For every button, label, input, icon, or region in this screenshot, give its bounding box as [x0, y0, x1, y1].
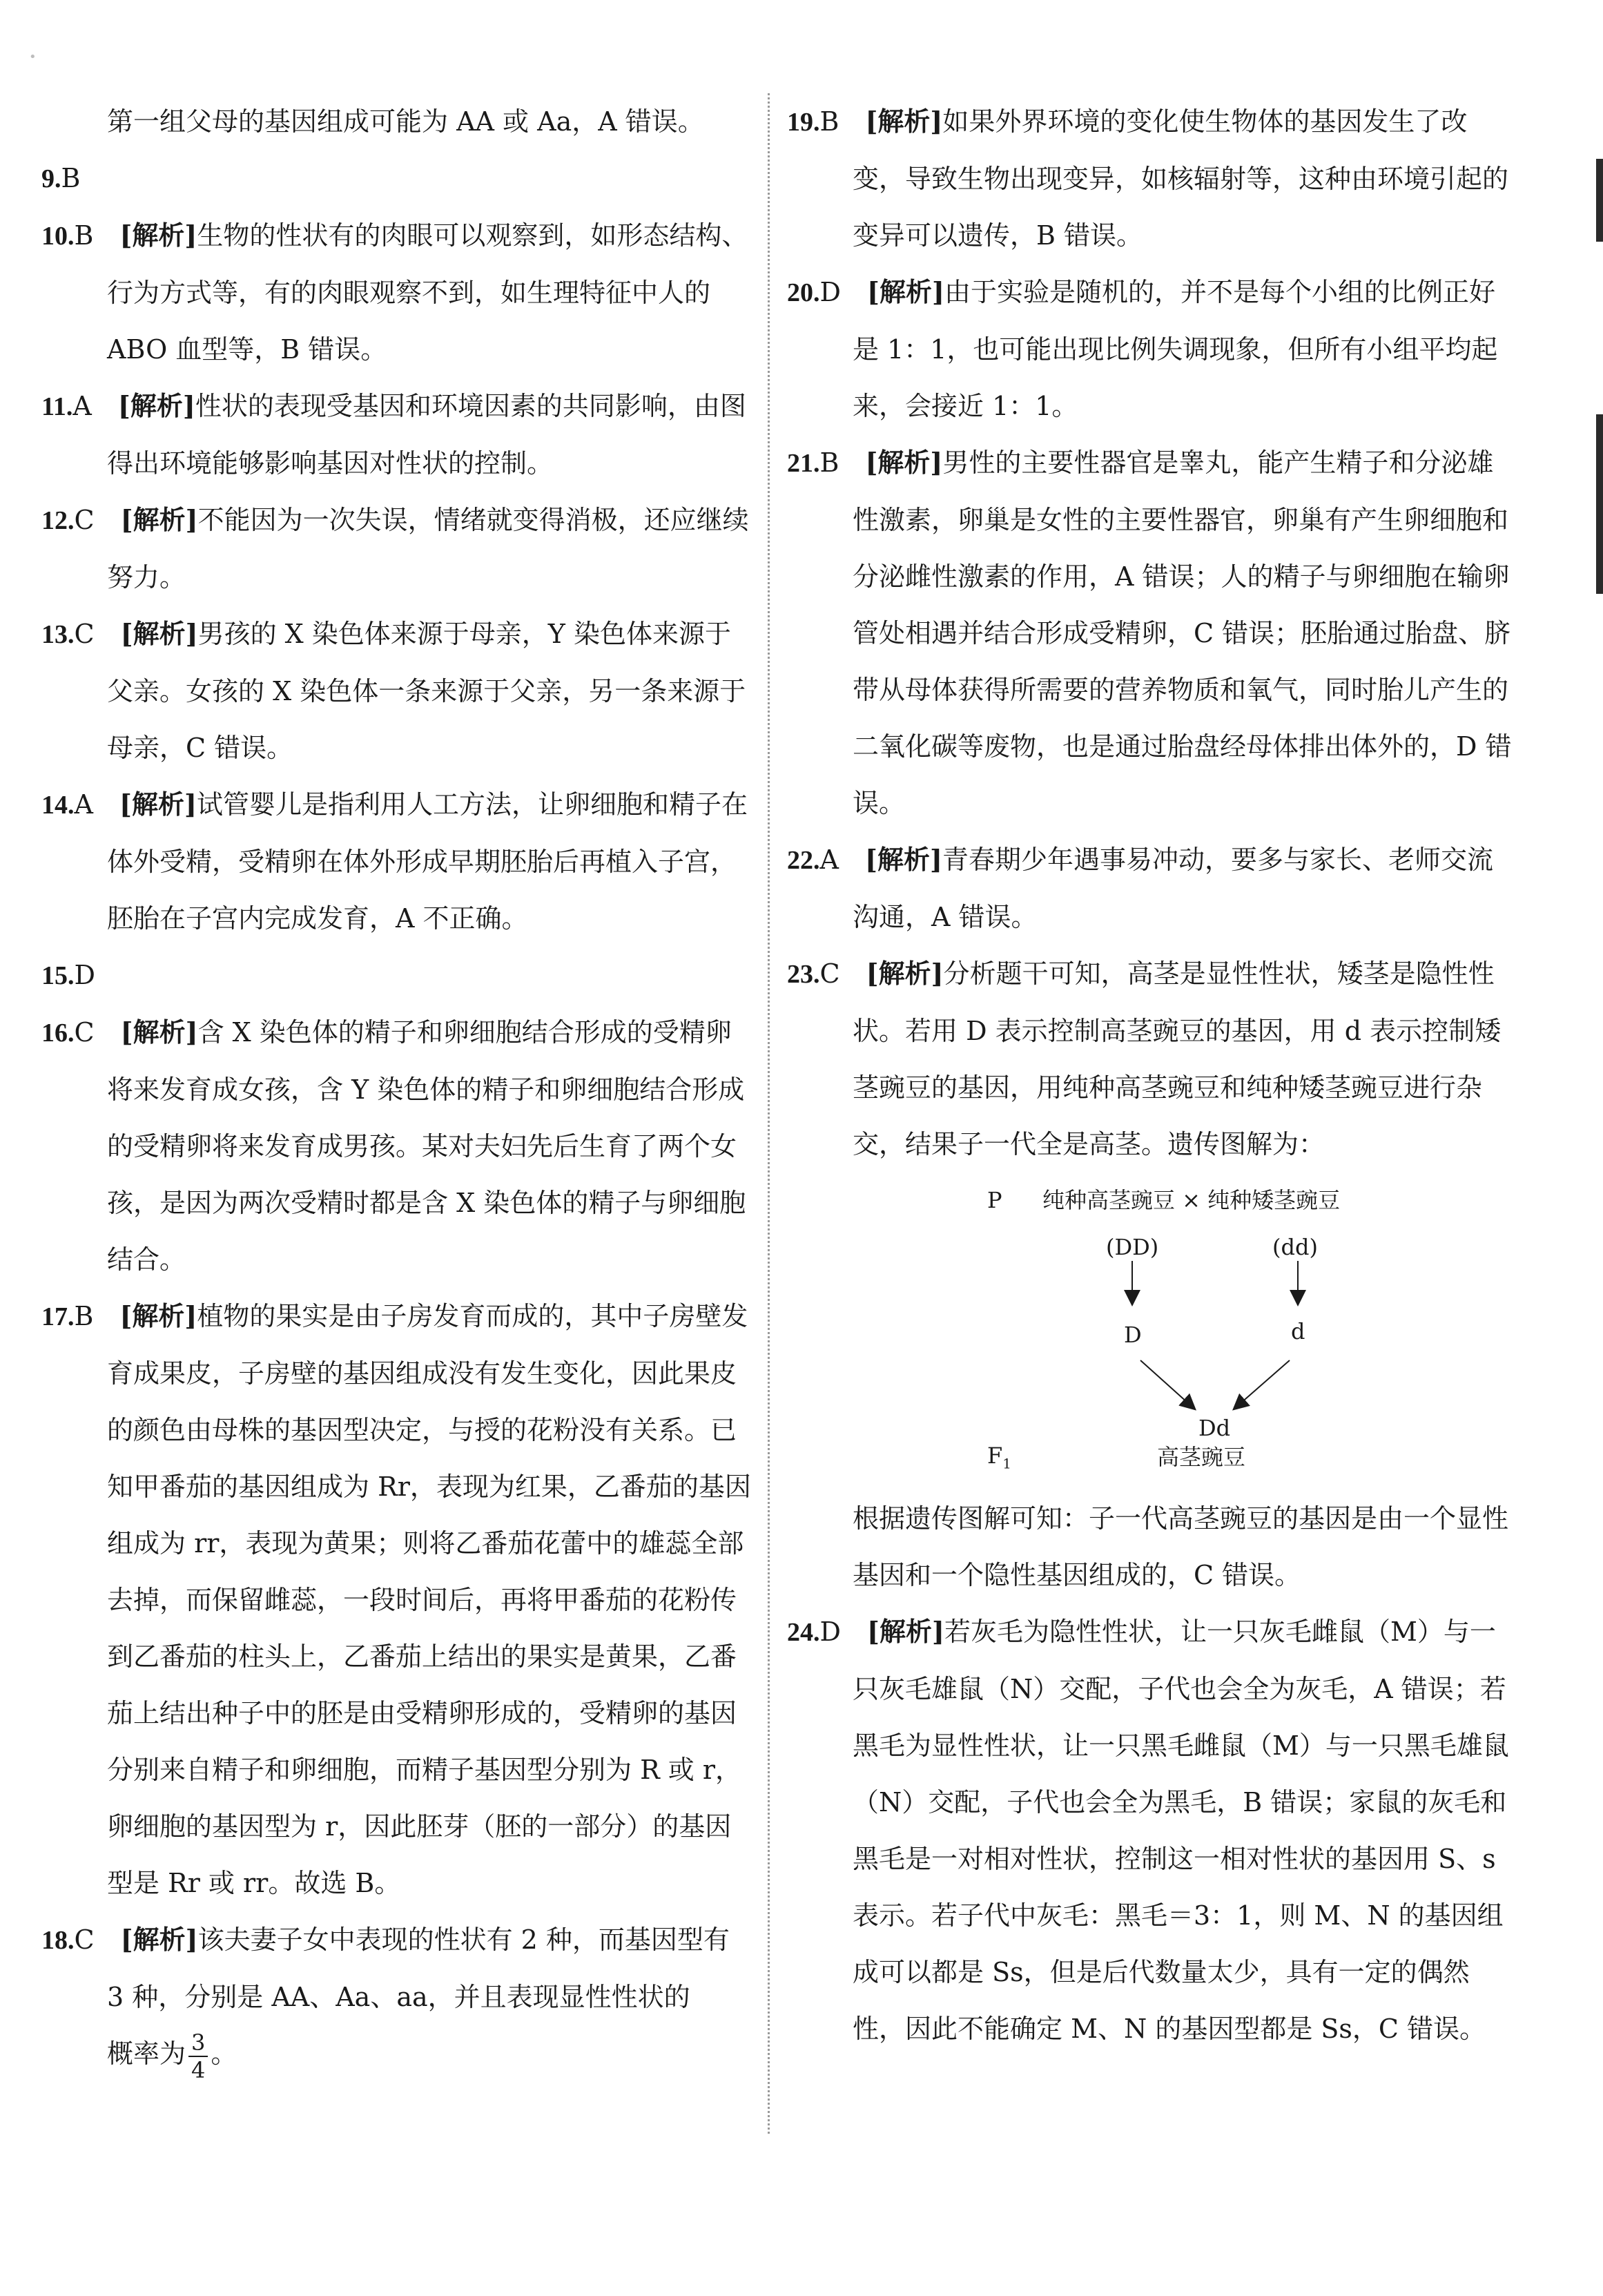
arrow-d-to-dd [1140, 1360, 1194, 1409]
genetic-cross-diagram [787, 1179, 1515, 1476]
offspring-genotype: Dd [1198, 1415, 1231, 1441]
answer-item-13: 13.C [解析]男孩的 X 染色体来源于母亲，Y 染色体来源于父亲。女孩的 X 染色体一条来源于父亲，另一条来源于母亲，C 错误。 [41, 618, 746, 763]
offspring-phenotype: 高茎豌豆 [1157, 1444, 1246, 1470]
answer-item-17: 17.B [解析]植物的果实是由子房发育而成的，其中子房壁发育成果皮，子房壁的基因组成没有发生变化，因此果皮的颜色由母株的基因型决定，与授的花粉没有关系。已知甲番茄的基因组成为 Rr，表现为红果，乙番茄的基因组成为 rr，表现为黄果；则将乙番茄花蕾中的雄蕊全部去掉，而保留雌蕊，一段时间后，再将甲番茄的花粉传到乙番茄的柱头上，乙番茄上结出的果实是黄果，乙番茄上结出种子中的胚是由受精卵形成的，受精卵的基因分别来自精子和卵细胞，而精子基因型分别为 R 或 r，卵细胞的基因型为 r，因此胚芽（胚的一部分）的基因型是 Rr 或 rr。故选 B。 [41, 1300, 751, 1898]
answer-item-18-probability: 概率为 $\frac{3}{4}$ 。 [107, 2029, 237, 2083]
fraction: $\frac{3}{4}$ [188, 2029, 208, 2083]
gamete-d-upper: D [1124, 1322, 1142, 1348]
answer-item-16: 16.C [解析]含 X 染色体的精子和卵细胞结合形成的受精卵将来发育成女孩，含 Y 染色体的精子和卵细胞结合形成的受精卵将来发育成男孩。某对夫妇先后生育了两个女孩，是因为两次受精时都是含 X 染色体的精子与卵细胞结合。 [41, 1016, 746, 1275]
answer-item-23: 23.C [解析]分析题干可知，高茎是显性性状，矮茎是隐性性状。若用 D 表示控制高茎豌豆的基因，用 d 表示控制矮茎豌豆的基因，用纯种高茎豌豆和纯种矮茎豌豆进行杂交，结果子一代全是高茎。遗传图解为： [787, 958, 1502, 1159]
answer-item-18: 18.C [解析]该夫妻子女中表现的性状有 2 种，而基因型有 3 种，分别是 AA、Aa、aa，并且表现显性性状的 [41, 1924, 730, 2012]
genotype-dd-lower: (dd) [1272, 1234, 1318, 1260]
diagram-arrows [787, 1179, 1515, 1476]
answer-item-21: 21.B [解析]男性的主要性器官是睾丸，能产生精子和分泌雄性激素，卵巢是女性的主要性器官，卵巢有产生卵细胞和分泌雌性激素的作用，A 错误；人的精子与卵细胞在输卵管处相遇并结合形成受精卵，C 错误；胚胎通过胎盘、脐带从母体获得所需要的营养物质和氧气，同时胎儿产生的二氧化碳等废物，也是通过胎盘经母体排出体外的，D 错误。 [787, 447, 1512, 818]
answer-item-24: 24.D [解析]若灰毛为隐性性状，让一只灰毛雌鼠（M）与一只灰毛雄鼠（N）交配，子代也会全为灰毛，A 错误；若黑毛为显性性状，让一只黑毛雌鼠（M）与一只黑毛雄鼠（N）交配，子代也会全为黑毛，B 错误；家鼠的灰毛和黑毛是一对相对性状，控制这一相对性状的基因用 S、s 表示。若子代中灰毛：黑毛＝3：1，则 M、N 的基因组成可以都是 Ss，但是后代数量太少，具有一定的偶然性，因此不能确定 M、N 的基因型都是 Ss，C 错误。 [787, 1616, 1509, 2044]
answer-item-14: 14.A [解析]试管婴儿是指利用人工方法，让卵细胞和精子在体外受精，受精卵在体外形成早期胚胎后再植入子宫，胚胎在子宫内完成发育，A 不正确。 [41, 789, 748, 934]
right-column [787, 93, 1515, 2057]
arrow-d-lower-to-dd [1234, 1360, 1290, 1409]
answer-item-22: 22.A [解析]青春期少年遇事易冲动，要多与家长、老师交流沟通，A 错误。 [787, 844, 1493, 932]
intro-text: 第一组父母的基因组成可能为 AA 或 Aa，A 错误。 [107, 106, 704, 137]
column-divider [768, 93, 770, 2134]
genotype-dd-upper: (DD) [1106, 1234, 1159, 1260]
page-edge-shadow [1596, 159, 1603, 242]
gamete-d-lower: d [1291, 1318, 1305, 1344]
answer-item-11: 11.A [解析]性状的表现受基因和环境因素的共同影响，由图得出环境能够影响基因对性状的控制。 [41, 390, 746, 479]
left-column [41, 93, 752, 2083]
page-edge-shadow [1596, 414, 1603, 594]
answer-item-12: 12.C [解析]不能因为一次失误，情绪就变得消极，还应继续努力。 [41, 504, 749, 592]
answer-item-9: 9.B [41, 163, 81, 193]
answer-item-10: 10.B [解析]生物的性状有的肉眼可以观察到，如形态结构、行为方式等，有的肉眼观察不到，如生理特征中人的 ABO 血型等，B 错误。 [41, 220, 748, 365]
answer-item-15: 15.D [41, 960, 95, 990]
p-label: P [987, 1187, 1002, 1213]
parents-label: 纯种高茎豌豆 × 纯种矮茎豌豆 [1042, 1187, 1341, 1213]
f1-label: $F_1$ [987, 1443, 1011, 1472]
scan-mark: • [29, 50, 37, 64]
answer-item-20: 20.D [解析]由于实验是随机的，并不是每个小组的比例正好是 1：1，也可能出现比例失调现象，但所有小组平均起来，会接近 1：1。 [787, 276, 1498, 421]
answer-item-23-conclusion: 根据遗传图解可知：子一代高茎豌豆的基因是由一个显性基因和一个隐性基因组成的，C 错误。 [853, 1503, 1509, 1590]
answer-item-19: 19.B [解析]如果外界环境的变化使生物体的基因发生了改变，导致生物出现变异，如核辐射等，这种由环境引起的变异可以遗传，B 错误。 [787, 106, 1509, 251]
